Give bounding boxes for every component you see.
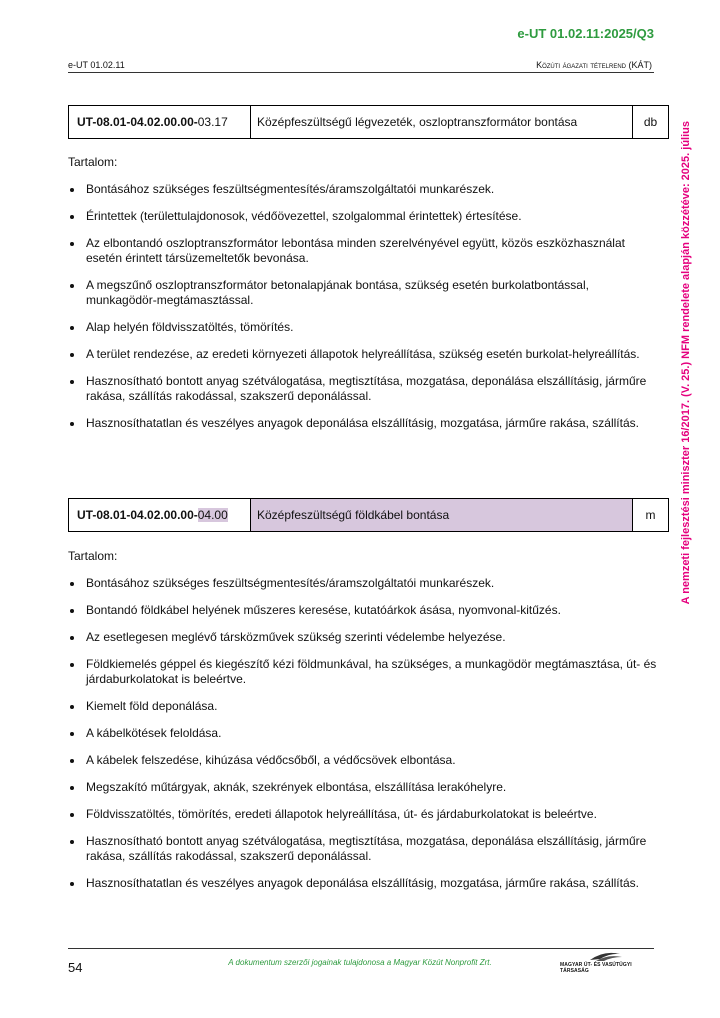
bullet-icon — [70, 840, 74, 844]
header-right-title: Közúti ágazati tételrend (KÁT) — [536, 60, 652, 70]
bullet-icon — [70, 705, 74, 709]
item-code-suffix: 04.00 — [197, 508, 228, 522]
logo-text: MAGYAR ÚT- ÉS VASÚTÜGYI TÁRSASÁG — [560, 962, 632, 974]
side-publication-note — [672, 98, 700, 628]
item-header-table — [68, 498, 669, 532]
list-item: Hasznosítható bontott anyag szétválogatása, megtisztítása, mozgatása, deponálása elszállításig, járműre rakása, szállítás rakodással, szakszerű deponálással. — [68, 374, 658, 404]
bullet-icon — [70, 353, 74, 357]
list-item: A kábelkötések feloldása. — [68, 726, 658, 741]
item-code-cell — [69, 499, 251, 531]
header-divider — [68, 72, 654, 73]
content-label: Tartalom: — [68, 549, 118, 563]
list-item: Alap helyén földvisszatöltés, tömörítés. — [68, 320, 658, 335]
bullet-icon — [70, 380, 74, 384]
list-item: Megszakító műtárgyak, aknák, szekrények elbontása, elszállítása lerakóhelyre. — [68, 780, 658, 795]
item-unit-cell: db — [643, 115, 658, 129]
bullet-icon — [70, 582, 74, 586]
list-item: Bontásához szükséges feszültségmentesítés/áramszolgáltatói munkarészek. — [68, 182, 658, 197]
bullet-list — [68, 182, 658, 443]
list-item: A kábelek felszedése, kihúzása védőcsőből, a védőcsövek elbontása. — [68, 753, 658, 768]
bullet-icon — [70, 326, 74, 330]
document-code: e-UT 01.02.11:2025/Q3 — [517, 26, 654, 41]
list-item: Hasznosíthatatlan és veszélyes anyagok deponálása elszállításig, mozgatása, járműre rakása, szállítás. — [68, 416, 658, 431]
bullet-icon — [70, 242, 74, 246]
bullet-icon — [70, 215, 74, 219]
side-publication-text: A nemzeti fejlesztési miniszter 16/2017. (V. 25.) NFM rendelete alapján közzétéve: 2025. július — [680, 121, 692, 605]
list-item: A megszűnő oszloptranszformátor betonalapjának bontása, szükség esetén burkolatbontással, munkagödör-megtámasztással. — [68, 278, 658, 308]
list-item: Hasznosítható bontott anyag szétválogatása, megtisztítása, mozgatása, deponálása elszállításig, járműre rakása, szállítás rakodással, szakszerű deponálással. — [68, 834, 658, 864]
bullet-icon — [70, 188, 74, 192]
list-item: Bontásához szükséges feszültségmentesítés/áramszolgáltatói munkarészek. — [68, 576, 658, 591]
bullet-icon — [70, 786, 74, 790]
list-item: Érintettek (területtulajdonosok, védőövezettel, szolgalommal érintettek) értesítése. — [68, 209, 658, 224]
list-item: Az elbontandó oszloptranszformátor lebontása minden szerelvényével együtt, közös eszközhasználat esetén érintett társüzemeltetők bevonása. — [68, 236, 658, 266]
bullet-icon — [70, 609, 74, 613]
item-header-table — [68, 105, 669, 139]
item-code-suffix: 03.17 — [197, 115, 228, 129]
item-description-cell: Középfeszültségű földkábel bontása — [251, 499, 633, 531]
content-label: Tartalom: — [68, 155, 118, 169]
copyright-note: A dokumentum szerzői jogainak tulajdonosa a Magyar Közút Nonprofit Zrt. — [228, 958, 492, 967]
bullet-icon — [70, 663, 74, 667]
list-item: Kiemelt föld deponálása. — [68, 699, 658, 714]
bullet-icon — [70, 813, 74, 817]
bullet-list — [68, 576, 658, 903]
item-description-cell: Középfeszültségű légvezeték, oszloptranszformátor bontása — [251, 106, 633, 138]
page-number: 54 — [68, 960, 83, 975]
item-code-main: UT-08.01-04.02.00.00- — [77, 508, 198, 522]
list-item: Földvisszatöltés, tömörítés, eredeti állapotok helyreállítása, út- és járdaburkolatokat is beleértve. — [68, 807, 658, 822]
list-item: Földkiemelés géppel és kiegészítő kézi földmunkával, ha szükséges, a munkagödör megtámasztása, út- és járdaburkolatokat is beleértve. — [68, 657, 658, 687]
item-code-main: UT-08.01-04.02.00.00- — [77, 115, 198, 129]
footer-divider — [68, 948, 654, 949]
list-item: A terület rendezése, az eredeti környezeti állapotok helyreállítása, szükség esetén burkolat-helyreállítás. — [68, 347, 658, 362]
bullet-icon — [70, 882, 74, 886]
item-code-cell — [69, 106, 251, 138]
header-left-code: e-UT 01.02.11 — [68, 60, 125, 70]
bullet-icon — [70, 759, 74, 763]
bullet-icon — [70, 636, 74, 640]
list-item: Hasznosíthatatlan és veszélyes anyagok deponálása elszállításig, mozgatása, járműre rakása, szállítás. — [68, 876, 658, 891]
bullet-icon — [70, 284, 74, 288]
bullet-icon — [70, 422, 74, 426]
bullet-icon — [70, 732, 74, 736]
list-item: Az esetlegesen meglévő társközművek szükség szerinti védelembe helyezése. — [68, 630, 658, 645]
item-unit-cell: m — [645, 508, 656, 522]
list-item: Bontandó földkábel helyének műszeres keresése, kutatóárkok ásása, nyomvonal-kitűzés. — [68, 603, 658, 618]
